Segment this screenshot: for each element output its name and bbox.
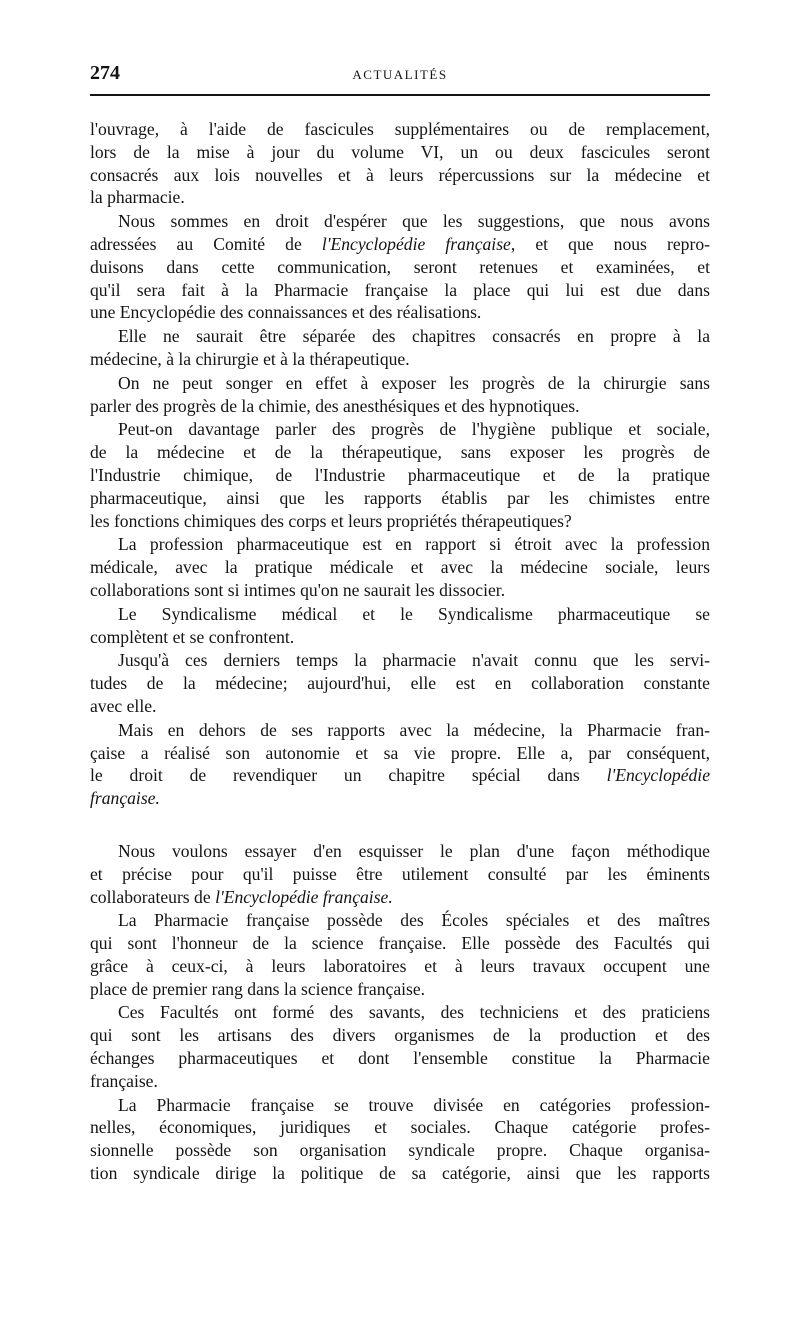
text-line: avec elle. — [90, 695, 157, 716]
page-header — [90, 62, 710, 96]
text-line: sionnelle possède son organisation syndicale propre. Chaque organisa- — [90, 1140, 710, 1161]
text-line: On ne peut songer en effet à exposer les progrès de la chirurgie sans — [118, 372, 710, 393]
text-line: qu'il sera fait à la Pharmacie française la place qui lui est due dans — [90, 279, 710, 300]
text-line: qui sont les artisans des divers organismes de la production et des — [90, 1025, 710, 1046]
text-line: lors de la mise à jour du volume VI, un ou deux fascicules seront — [90, 141, 710, 162]
text-line: pharmaceutique, ainsi que les rapports établis par les chimistes entre — [90, 487, 710, 508]
text-segment: collaborateurs de — [90, 886, 216, 907]
text-line: La Pharmacie française possède des Écoles spéciales et des maîtres — [118, 910, 710, 931]
text-line: la pharmacie. — [90, 187, 185, 208]
text-line: l'ouvrage, à l'aide de fascicules supplémentaires ou de remplacement, — [90, 119, 710, 139]
running-head: ACTUALITÉS — [352, 67, 448, 82]
section-gap — [90, 810, 710, 839]
text-line: grâce à ceux-ci, à leurs laboratoires et à leurs travaux occupent une — [90, 955, 710, 976]
text-line: La Pharmacie française se trouve divisée en catégories profession- — [118, 1094, 710, 1115]
text-line: çaise a réalisé son autonomie et sa vie propre. Elle a, par conséquent, — [90, 742, 710, 763]
text-line: une Encyclopédie des connaissances et des réalisations. — [90, 302, 482, 323]
text-line: place de premier rang dans la science française. — [90, 978, 426, 999]
text-line: Mais en dehors de ses rapports avec la médecine, la Pharmacie fran- — [118, 719, 710, 740]
text-line: Elle ne saurait être séparée des chapitres consacrés en propre à la — [118, 326, 710, 347]
text-line: collaborations sont si intimes qu'on ne saurait les dissocier. — [90, 579, 506, 600]
text-line: complètent et se confrontent. — [90, 626, 295, 647]
text-line: Le Syndicalisme médical et le Syndicalisme pharmaceutique se — [118, 603, 710, 624]
italic-title: l'Encyclopédie — [606, 765, 710, 786]
text-line: l'Industrie chimique, de l'Industrie pharmaceutique et de la pratique — [90, 464, 710, 485]
text-line — [90, 787, 710, 810]
text-line: médecine, à la chirurgie et à la thérapeutique. — [90, 348, 410, 369]
body-text — [90, 118, 710, 1185]
text-line — [90, 233, 710, 256]
page-number: 274 — [90, 62, 120, 84]
text-line: échanges pharmaceutiques et dont l'ensemble constitue la Pharmacie — [90, 1048, 710, 1069]
italic-title: l'Encyclopédie française — [321, 233, 511, 254]
text-segment: le droit de revendiquer un chapitre spécial dans — [90, 765, 607, 786]
text-line: nelles, économiques, juridiques et sociales. Chaque catégorie profes- — [90, 1117, 710, 1138]
text-line: Peut-on davantage parler des progrès de l'hygiène publique et sociale, — [118, 419, 710, 440]
text-line: parler des progrès de la chimie, des anesthésiques et des hypnotiques. — [90, 395, 580, 416]
text-line: duisons dans cette communication, seront retenues et examinées, et — [90, 256, 710, 277]
text-line: Jusqu'à ces derniers temps la pharmacie n'avait connu que les servi- — [118, 650, 710, 671]
text-line — [90, 886, 710, 909]
text-line: consacrés aux lois nouvelles et à leurs répercussions sur la médecine et — [90, 164, 710, 185]
text-line: tudes de la médecine; aujourd'hui, elle est en collaboration constante — [90, 673, 710, 694]
text-line — [90, 764, 710, 787]
text-line: médicale, avec la pratique médicale et avec la médecine sociale, leurs — [90, 557, 710, 578]
text-line: qui sont l'honneur de la science française. Elle possède des Facultés qui — [90, 933, 710, 954]
text-line: les fonctions chimiques des corps et leurs propriétés thérapeutiques? — [90, 510, 572, 531]
text-line: française. — [90, 1070, 158, 1091]
header-rule — [90, 94, 710, 96]
text-line: de la médecine et de la thérapeutique, sans exposer les progrès de — [90, 442, 710, 463]
text-line: et précise pour qu'il puisse être utilement consulté par les éminents — [90, 863, 710, 884]
text-line: tion syndicale dirige la politique de sa catégorie, ainsi que les rapports — [90, 1163, 710, 1184]
italic-title: française. — [90, 788, 160, 809]
text-line: Nous sommes en droit d'espérer que les suggestions, que nous avons — [118, 211, 710, 232]
italic-title: l'Encyclopédie française. — [215, 886, 393, 907]
text-segment: , et que nous repro- — [510, 233, 710, 254]
text-line: Ces Facultés ont formé des savants, des techniciens et des praticiens — [118, 1002, 710, 1023]
text-segment: adressées au Comité de — [90, 233, 322, 254]
text-line: La profession pharmaceutique est en rapport si étroit avec la profession — [118, 534, 710, 555]
text-line: Nous voulons essayer d'en esquisser le plan d'une façon méthodique — [118, 840, 710, 861]
